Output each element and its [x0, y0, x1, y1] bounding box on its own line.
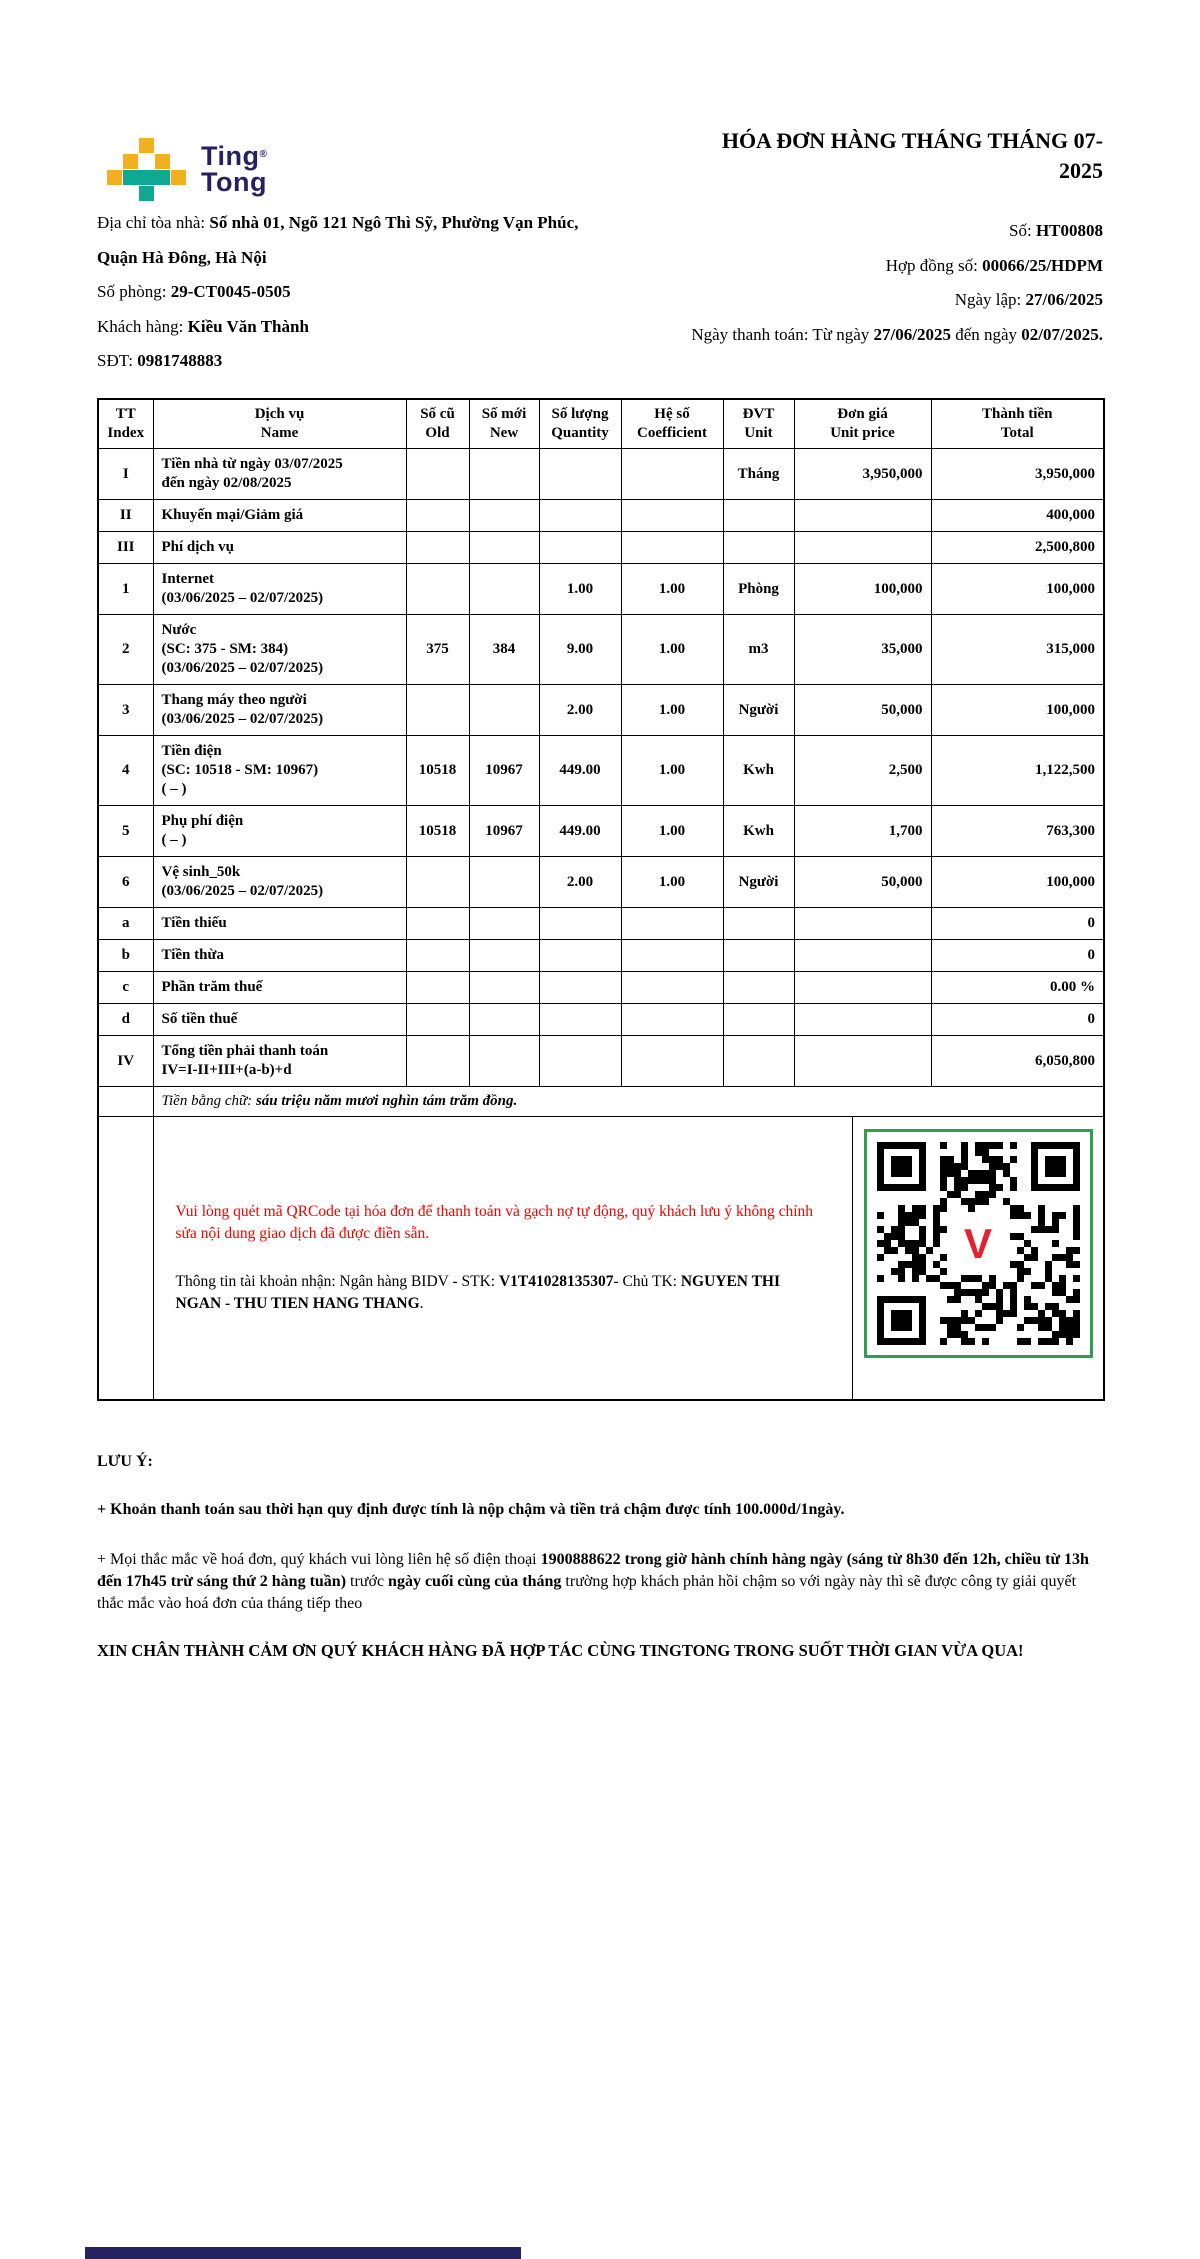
cell-unit-price: [794, 1004, 931, 1036]
cell-index: IV: [98, 1036, 153, 1087]
cell-unit: [723, 908, 794, 940]
table-row: [98, 564, 1104, 615]
cell-quantity: [539, 908, 621, 940]
column-header-5: Hệ số Coefficient: [621, 399, 723, 449]
cell-quantity: 449.00: [539, 806, 621, 857]
cell-old: [406, 449, 469, 500]
cell-total: 100,000: [931, 857, 1104, 908]
cell-coefficient: 1.00: [621, 564, 723, 615]
cell-new: [469, 500, 539, 532]
cell-old: 10518: [406, 806, 469, 857]
cell-index: 4: [98, 736, 153, 806]
cell-old: [406, 972, 469, 1004]
cell-coefficient: [621, 972, 723, 1004]
cell-index: [98, 1117, 153, 1401]
cell-quantity: [539, 532, 621, 564]
customer-name: Khách hàng: Kiều Văn Thành: [97, 316, 309, 336]
cell-coefficient: [621, 1004, 723, 1036]
hotline-number: 1900888622 trong giờ hành chính hàng ngày (sáng từ 8h30 đến 12h, chiều từ 13h đến 17h45 trừ sáng thứ 2 hàng tuần): [97, 1551, 1089, 1590]
cell-total: 400,000: [931, 500, 1104, 532]
cell-unit-price: [794, 500, 931, 532]
cell-total: 2,500,800: [931, 532, 1104, 564]
qr-payment-row: [98, 1117, 1104, 1401]
cell-name: Internet (03/06/2025 – 02/07/2025): [153, 564, 406, 615]
column-header-7: Đơn giá Unit price: [794, 399, 931, 449]
late-payment-note: + Khoản thanh toán sau thời hạn quy định được tính là nộp chậm và tiền trả chậm được tính 100.000d/1ngày.: [97, 1501, 845, 1518]
table-row: [98, 806, 1104, 857]
bank-account-info: Thông tin tài khoản nhận: Ngân hàng BIDV - STK: V1T41028135307- Chủ TK: NGUYEN THI NGAN - THU TIEN HANG THANG.: [175, 1273, 781, 1312]
cell-index: d: [98, 1004, 153, 1036]
cell-unit-price: [794, 532, 931, 564]
column-header-1: Dịch vụ Name: [153, 399, 406, 449]
cell-new: [469, 857, 539, 908]
cell-new: [469, 532, 539, 564]
cell-unit: [723, 972, 794, 1004]
logo-word-tong: Tong: [201, 167, 267, 197]
hotline-note: + Mọi thắc mắc về hoá đơn, quý khách vui lòng liên hệ số điện thoại 1900888622 trong giờ hành chính hàng ngày (sáng từ 8h30 đến 12h, chiều từ 13h đến 17h45 trừ sáng thứ 2 hàng tuần) trước ngày cuối cùng của tháng trường hợp khách phản hồi chậm so với ngày này thì sẽ được công ty giải quyết thắc mắc vào hoá đơn của tháng tiếp theo: [97, 1551, 1089, 1612]
issue-date: Ngày lập: 27/06/2025: [954, 290, 1103, 309]
cell-index: 1: [98, 564, 153, 615]
cell-index: I: [98, 449, 153, 500]
cell-index: 3: [98, 685, 153, 736]
cell-unit-price: 3,950,000: [794, 449, 931, 500]
invoice-table-body: [98, 449, 1104, 1087]
cell-old: [406, 685, 469, 736]
cell-unit-price: 35,000: [794, 615, 931, 685]
cell-new: [469, 908, 539, 940]
qr-code-area: [853, 1117, 1103, 1399]
cell-name: Phần trăm thuế: [153, 972, 406, 1004]
room-number: Số phòng: 29-CT0045-0505: [97, 282, 291, 301]
cell-unit: Người: [723, 857, 794, 908]
cell-new: [469, 1036, 539, 1087]
amount-in-words: [153, 1087, 1104, 1117]
cell-total: 0: [931, 940, 1104, 972]
cell-unit: [723, 532, 794, 564]
column-header-2: Số cũ Old: [406, 399, 469, 449]
cell-quantity: 2.00: [539, 685, 621, 736]
account-number: V1T41028135307: [498, 1273, 614, 1290]
cell-index: b: [98, 940, 153, 972]
cell-quantity: 2.00: [539, 857, 621, 908]
cell-unit-price: 2,500: [794, 736, 931, 806]
notes-section: [97, 1451, 1103, 1663]
cell-unit-price: 50,000: [794, 685, 931, 736]
table-row: [98, 908, 1104, 940]
cell-unit-price: 1,700: [794, 806, 931, 857]
invoice-meta: [691, 214, 1103, 352]
cell-name: Tổng tiền phải thanh toán IV=I-II+III+(a-b)+d: [153, 1036, 406, 1087]
cell-new: [469, 685, 539, 736]
cell-name: Số tiền thuế: [153, 1004, 406, 1036]
cell-quantity: [539, 1036, 621, 1087]
cell-index: [98, 1087, 153, 1117]
cell-new: [469, 564, 539, 615]
cell-new: 10967: [469, 736, 539, 806]
cell-index: 6: [98, 857, 153, 908]
cell-index: 2: [98, 615, 153, 685]
cell-old: 10518: [406, 736, 469, 806]
cell-new: [469, 449, 539, 500]
cell-unit-price: [794, 1036, 931, 1087]
cell-old: [406, 1004, 469, 1036]
table-row: [98, 449, 1104, 500]
qr-payment-cell: [153, 1117, 1104, 1401]
cell-index: III: [98, 532, 153, 564]
page-title: [722, 126, 1103, 186]
account-holder: NGUYEN THI NGAN - THU TIEN HANG THANG: [175, 1273, 781, 1312]
cell-index: c: [98, 972, 153, 1004]
cell-quantity: [539, 972, 621, 1004]
cell-name: Phí dịch vụ: [153, 532, 406, 564]
cell-index: a: [98, 908, 153, 940]
qr-warning-text: Vui lòng quét mã QRCode tại hóa đơn để thanh toán và gạch nợ tự động, quý khách lưu ý không chỉnh sửa nội dung giao dịch đã được điền sẵn.: [175, 1203, 814, 1242]
cell-unit-price: 50,000: [794, 857, 931, 908]
cell-coefficient: 1.00: [621, 615, 723, 685]
invoice-table: [97, 398, 1105, 1401]
amount-in-words-value: sáu triệu năm mươi nghìn tám trăm đồng.: [255, 1093, 518, 1109]
cell-unit: Người: [723, 685, 794, 736]
cell-unit: m3: [723, 615, 794, 685]
cell-name: Tiền thừa: [153, 940, 406, 972]
cell-quantity: [539, 500, 621, 532]
cell-total: 100,000: [931, 564, 1104, 615]
cell-unit-price: [794, 940, 931, 972]
cell-unit: [723, 500, 794, 532]
qr-code: [864, 1129, 1093, 1358]
cell-unit-price: [794, 972, 931, 1004]
table-row: [98, 1004, 1104, 1036]
page-title-line1: HÓA ĐƠN HÀNG THÁNG THÁNG 07-: [721, 128, 1103, 153]
table-row: [98, 857, 1104, 908]
cell-coefficient: [621, 940, 723, 972]
cell-index: 5: [98, 806, 153, 857]
table-row: [98, 972, 1104, 1004]
cell-quantity: [539, 1004, 621, 1036]
cell-name: Khuyến mại/Giảm giá: [153, 500, 406, 532]
cell-name: Nước (SC: 375 - SM: 384) (03/06/2025 – 02/07/2025): [153, 615, 406, 685]
notes-heading: LƯU Ý:: [97, 1453, 153, 1470]
payment-instructions: [154, 1117, 854, 1399]
cell-unit: Kwh: [723, 736, 794, 806]
contract-number: Hợp đồng số: 00066/25/HDPM: [885, 255, 1103, 275]
cell-old: [406, 564, 469, 615]
cell-total: 100,000: [931, 685, 1104, 736]
cell-name: Thang máy theo người (03/06/2025 – 02/07/2025): [153, 685, 406, 736]
column-header-4: Số lượng Quantity: [539, 399, 621, 449]
cell-old: [406, 908, 469, 940]
cell-total: 1,122,500: [931, 736, 1104, 806]
cell-new: [469, 940, 539, 972]
invoice-number: Số: HT00808: [1009, 221, 1103, 240]
cell-old: [406, 1036, 469, 1087]
amount-in-words-label: Tiền bằng chữ:: [161, 1093, 256, 1109]
cell-quantity: 1.00: [539, 564, 621, 615]
table-row: [98, 736, 1104, 806]
invoice-table-header-row: [98, 399, 1104, 449]
cell-name: Tiền điện (SC: 10518 - SM: 10967) ( – ): [153, 736, 406, 806]
cell-coefficient: 1.00: [621, 685, 723, 736]
cell-coefficient: [621, 449, 723, 500]
table-row: [98, 685, 1104, 736]
cell-old: [406, 500, 469, 532]
cell-unit: Phòng: [723, 564, 794, 615]
cell-unit: Tháng: [723, 449, 794, 500]
cell-quantity: [539, 449, 621, 500]
cell-old: [406, 940, 469, 972]
cell-quantity: 449.00: [539, 736, 621, 806]
cell-old: [406, 857, 469, 908]
cell-total: 763,300: [931, 806, 1104, 857]
cell-new: [469, 1004, 539, 1036]
registered-mark: ®: [259, 149, 268, 160]
cell-coefficient: [621, 532, 723, 564]
column-header-8: Thành tiền Total: [931, 399, 1104, 449]
cell-unit: [723, 940, 794, 972]
tingtong-logo: [107, 138, 267, 202]
column-header-3: Số mới New: [469, 399, 539, 449]
cell-unit: [723, 1036, 794, 1087]
cell-old: 375: [406, 615, 469, 685]
cell-total: 0: [931, 1004, 1104, 1036]
cell-name: Tiền thiếu: [153, 908, 406, 940]
tingtong-logo-text: [201, 142, 267, 195]
cell-new: 10967: [469, 806, 539, 857]
cell-old: [406, 532, 469, 564]
column-header-0: TT Index: [98, 399, 153, 449]
building-info: [97, 206, 579, 379]
cell-total: 6,050,800: [931, 1036, 1104, 1087]
column-header-6: ĐVT Unit: [723, 399, 794, 449]
tingtong-logo-icon: [107, 138, 187, 202]
table-row: [98, 1036, 1104, 1087]
cell-coefficient: 1.00: [621, 857, 723, 908]
table-row: [98, 500, 1104, 532]
cell-total: 0.00 %: [931, 972, 1104, 1004]
page-title-line2: 2025: [1059, 158, 1103, 183]
building-address: Địa chỉ tòa nhà: Số nhà 01, Ngõ 121 Ngô Thì Sỹ, Phường Vạn Phúc, Quận Hà Đông, Hà Nội: [97, 213, 579, 267]
footer-brand-bar: [85, 2247, 521, 2259]
cell-coefficient: 1.00: [621, 736, 723, 806]
cell-total: 3,950,000: [931, 449, 1104, 500]
table-row: [98, 940, 1104, 972]
amount-in-words-row: [98, 1087, 1104, 1117]
cell-unit: Kwh: [723, 806, 794, 857]
cell-coefficient: [621, 1036, 723, 1087]
cell-index: II: [98, 500, 153, 532]
cell-unit-price: 100,000: [794, 564, 931, 615]
cell-name: Vệ sinh_50k (03/06/2025 – 02/07/2025): [153, 857, 406, 908]
table-row: [98, 532, 1104, 564]
cell-total: 315,000: [931, 615, 1104, 685]
logo-word-ting: Ting: [201, 141, 260, 171]
payment-period: Ngày thanh toán: Từ ngày 27/06/2025 đến ngày 02/07/2025.: [691, 324, 1103, 344]
cell-coefficient: [621, 500, 723, 532]
cell-unit-price: [794, 908, 931, 940]
cell-new: 384: [469, 615, 539, 685]
thank-you-message: XIN CHÂN THÀNH CẢM ƠN QUÝ KHÁCH HÀNG ĐÃ HỢP TÁC CÙNG TINGTONG TRONG SUỐT THỜI GIAN VỪA QUA!: [97, 1641, 1024, 1660]
customer-phone: SĐT: 0981748883: [97, 351, 223, 370]
cell-coefficient: [621, 908, 723, 940]
cell-new: [469, 972, 539, 1004]
cell-quantity: [539, 940, 621, 972]
table-row: [98, 615, 1104, 685]
vietqr-logo: V: [952, 1218, 1004, 1270]
cell-name: Phụ phí điện ( – ): [153, 806, 406, 857]
cell-quantity: 9.00: [539, 615, 621, 685]
cell-total: 0: [931, 908, 1104, 940]
cell-coefficient: 1.00: [621, 806, 723, 857]
cell-unit: [723, 1004, 794, 1036]
invoice-content: [97, 0, 1103, 1663]
cell-name: Tiền nhà từ ngày 03/07/2025 đến ngày 02/08/2025: [153, 449, 406, 500]
